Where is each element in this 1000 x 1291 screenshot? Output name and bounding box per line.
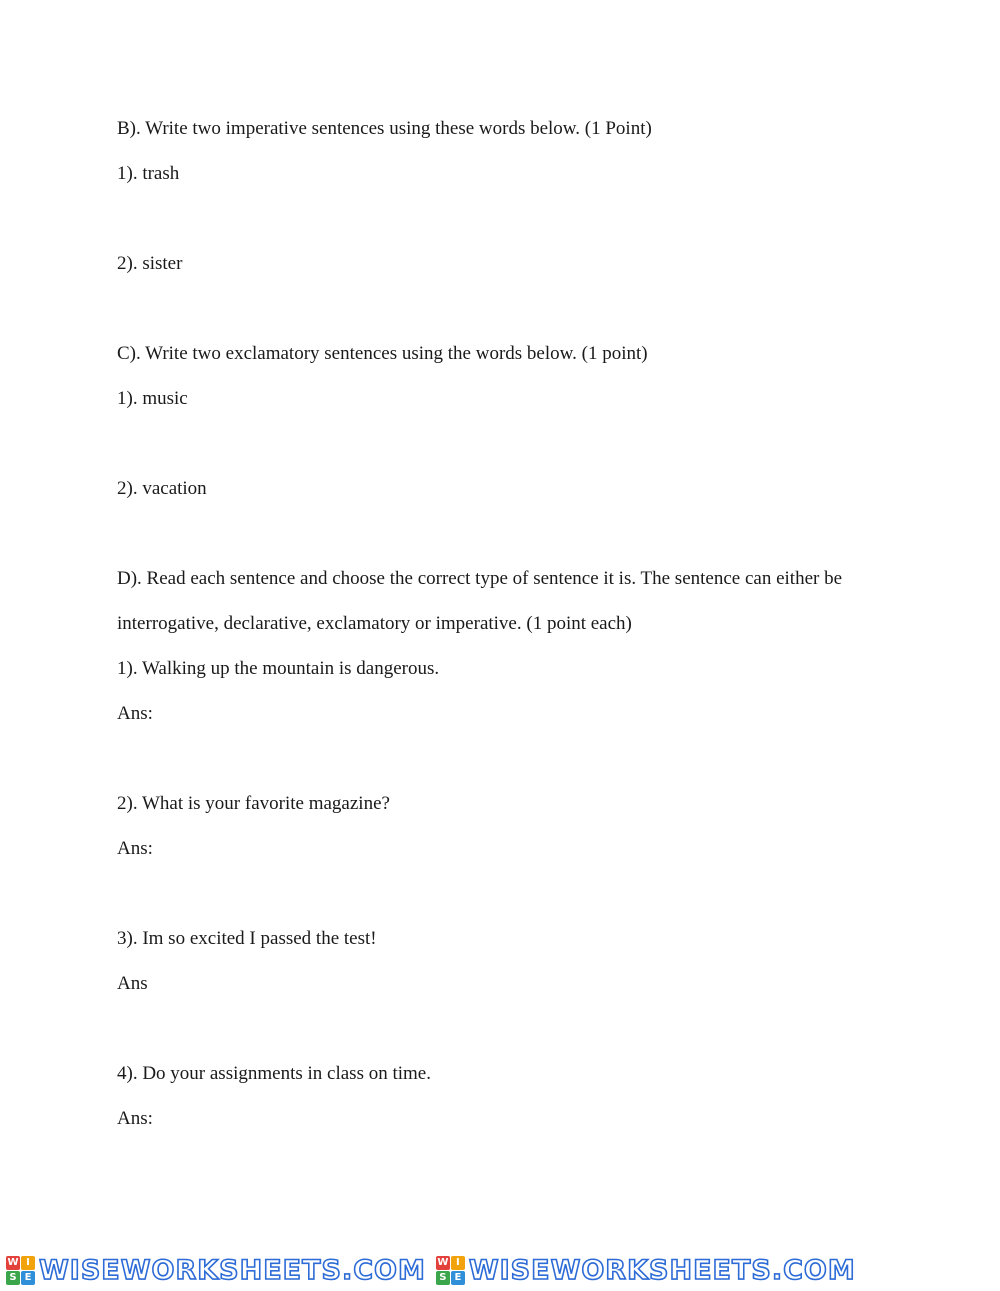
answer-label: Ans: (117, 1108, 153, 1129)
answer-label: Ans: (117, 838, 153, 859)
watermark-logo (6, 1255, 426, 1286)
question-text: 2). What is your favorite magazine? (117, 793, 390, 814)
question-text: 3). Im so excited I passed the test! (117, 928, 377, 949)
logo-tile-icon: W I S E (436, 1256, 465, 1285)
logo-tile-icon: W I S E (6, 1256, 35, 1285)
watermark-logo (436, 1255, 856, 1286)
section-b-item: 2). sister (117, 253, 183, 274)
answer-label: Ans (117, 973, 148, 994)
watermark-wordmark: WISEWORKSHEETS.COM (39, 1254, 426, 1286)
section-b-heading: B). Write two imperative sentences using these words below. (1 Point) (117, 118, 652, 139)
question-text: 1). Walking up the mountain is dangerous. (117, 658, 440, 679)
section-c-heading: C). Write two exclamatory sentences using the words below. (1 point) (117, 343, 648, 364)
section-c-item: 1). music (117, 388, 188, 409)
footer-watermark (0, 1252, 1000, 1288)
section-b-item: 1). trash (117, 163, 180, 184)
section-c-item: 2). vacation (117, 478, 207, 499)
section-d-heading-line2: interrogative, declarative, exclamatory or imperative. (1 point each) (117, 613, 632, 634)
watermark-wordmark: WISEWORKSHEETS.COM (468, 1254, 856, 1286)
answer-label: Ans: (117, 703, 153, 724)
question-text: 4). Do your assignments in class on time. (117, 1063, 431, 1084)
section-d-heading-line1: D). Read each sentence and choose the correct type of sentence it is. The sentence can either be (117, 568, 843, 589)
